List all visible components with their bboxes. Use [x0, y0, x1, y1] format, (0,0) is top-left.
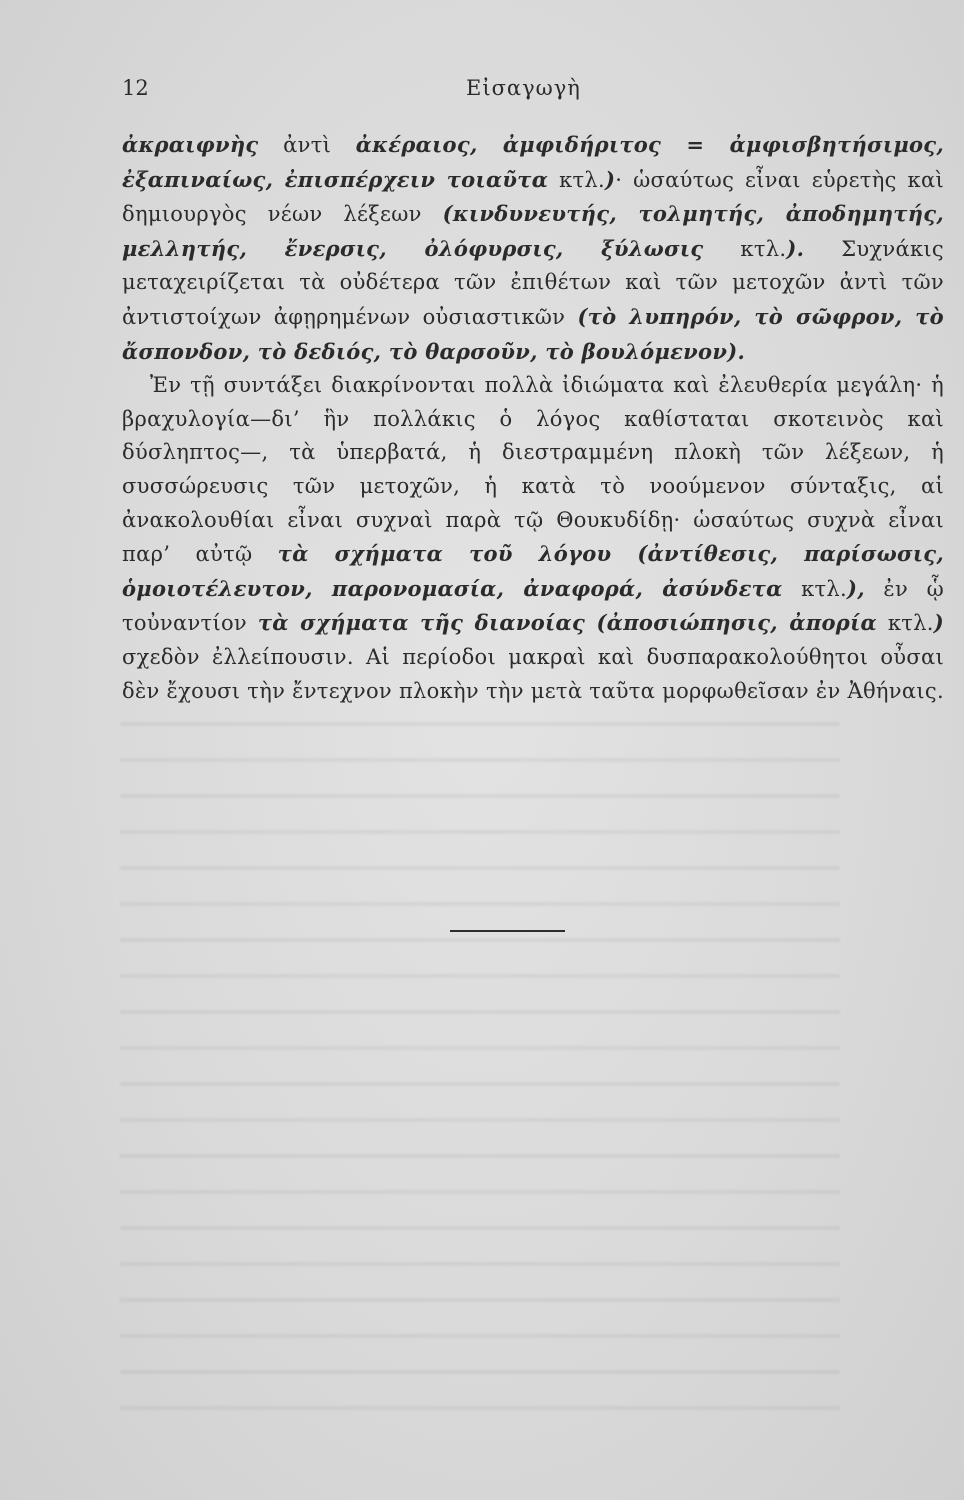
running-title: Εἰσαγωγὴ [466, 76, 581, 100]
paragraph-1 [122, 128, 944, 369]
text-segment: κτλ. [548, 167, 605, 192]
page-header [122, 76, 942, 106]
text-segment: Συχνάκις μεταχειρίζεται τὰ οὐδέτερα τῶν ἐπιθέτων καὶ τῶν μετοχῶν ἀντὶ τῶν ἀντιστοίχων ἀφῃρημένων οὐσιαστικῶν [122, 236, 944, 329]
body-text [122, 128, 944, 708]
text-segment: κτλ. [782, 576, 848, 601]
text-segment: ἀντὶ [258, 133, 356, 157]
bleed-through-texture [120, 700, 840, 1420]
emphasized-text-segment: τὰ σχήματα τῆς διανοίας (ἀποσιώπησις, ἀπορία [257, 610, 877, 636]
emphasized-text-segment: (κινδυνευτής, τολμητής, ἀποδημητής, μελλητής, ἔνερσις, ὀλόφυρσις, ξύλωσις [122, 201, 944, 261]
emphasized-text-segment: ἀκέραιος, ἀμφιδήριτος = ἀμφισβητήσιμος, ἐξαπιναίως, ἐπισπέρχειν τοιαῦτα [122, 132, 944, 192]
paragraph-2 [122, 369, 944, 708]
text-segment: · ὡσαύτως εἶναι εὑρετὴς καὶ δημιουργὸς νέων λέξεων [122, 167, 944, 227]
emphasized-text-segment: ). [786, 235, 805, 261]
emphasized-text-segment: τὰ σχήματα τοῦ λόγου (ἀντίθεσις, παρίσωσις, ὁμοιοτέλευτον, παρονομασία, ἀναφορά, ἀσύνδετα [122, 541, 944, 601]
emphasized-text-segment: ) [605, 166, 616, 192]
emphasized-text-segment: ) [933, 610, 944, 636]
text-segment: σχεδὸν ἐλλείπουσιν. Αἱ περίοδοι μακραὶ καὶ δυσπαρακολούθητοι οὖσαι δὲν ἔχουσι τὴν ἔντεχνον πλοκὴν τὴν μετὰ ταῦτα μορφωθεῖσαν ἐν Ἀθήναις. [122, 644, 944, 703]
text-segment: κτλ. [703, 236, 787, 261]
emphasized-text-segment: ἀκραιφνὴς [122, 132, 259, 157]
emphasized-text-segment: ), [847, 575, 865, 601]
page-number: 12 [122, 76, 149, 100]
text-segment: Ἐν τῇ συντάξει διακρίνονται πολλὰ ἰδιώματα καὶ ἐλευθερία μεγάλη· ἡ βραχυλογία—δι’ ἣν πολλάκις ὁ λόγος καθίσταται σκοτεινὸς καὶ δύσληπτος—, τὰ ὑπερβατά, ἡ διεστραμμένη πλοκὴ τῶν λέξεων, ἡ συσσώρευσις τῶν μετοχῶν, ἡ κατὰ τὸ νοούμενον σύνταξις, αἱ ἀνακολουθίαι εἶναι συχναὶ παρὰ τῷ Θουκυδίδῃ· ὡσαύτως συχνὰ εἶναι παρ’ αὐτῷ [122, 373, 944, 567]
text-segment: ἐν ᾧ τοὐναντίον [122, 576, 944, 636]
emphasized-text-segment: (τὸ λυπηρόν, τὸ σῶφρον, τὸ ἄσπονδον, τὸ δεδιός, τὸ θαρσοῦν, τὸ βουλόμενον). [122, 303, 944, 364]
section-divider [450, 930, 565, 932]
text-segment: κτλ. [877, 611, 934, 636]
